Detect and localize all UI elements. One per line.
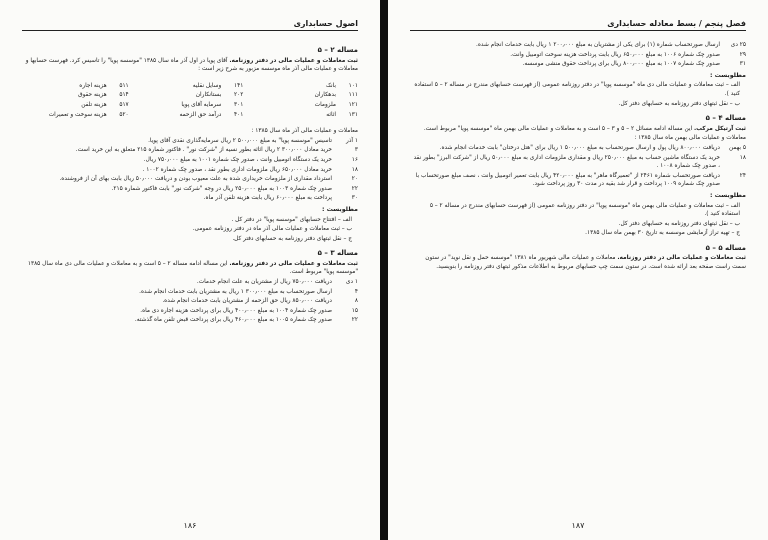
transaction-date: ۲۵ دی xyxy=(730,42,746,48)
transaction-text: صدور چک شماره ۱۰۰۶ به مبلغ ۶۵۰٫۰۰۰ ریال بابت پرداخت هزینه سوخت اتومبیل وانت. xyxy=(510,51,720,58)
account-entry xyxy=(24,111,129,120)
problem-5-3-title: مساله ۳ – ۵ xyxy=(317,249,358,258)
transaction-date: ۴ xyxy=(354,288,358,295)
account-number: ۱۰۱ xyxy=(348,82,358,89)
transaction-text: خرید یک دستگاه اتومبیل وانت ، صدور چک شماره ۱۰۰۱ به مبلغ ۷۵۰٫۰۰۰ ریال. xyxy=(143,156,332,163)
account-entry xyxy=(24,91,129,100)
problem-5-3-intro xyxy=(24,260,358,277)
transaction-date: ۱۸ xyxy=(739,154,746,161)
transaction-date: ۱ دی xyxy=(345,279,358,286)
account-entry xyxy=(139,101,244,110)
account-list xyxy=(24,82,358,119)
account-entry xyxy=(139,82,244,91)
transaction-text: صدور چک شماره ۱۰۰۴ به مبلغ ۴۰۰٫۰۰۰ ریال برای پرداخت هزینه اجاره دی ماه. xyxy=(140,307,332,314)
transaction-date: ۱ آذر xyxy=(346,137,358,144)
account-entry xyxy=(24,82,129,91)
account-number: ۱۳۱ xyxy=(348,111,358,118)
account-label: درآمد حق الزحمه xyxy=(179,111,222,118)
account-label: بدهکاران xyxy=(314,92,336,99)
page-number: ۱۸۶ xyxy=(183,521,197,530)
requirement-item: الف – افتتاح حسابهای "موسسه پویا" در دفتر کل . xyxy=(231,216,352,223)
transaction-row xyxy=(24,316,358,325)
account-label: هزینه تلفن xyxy=(81,101,107,108)
transaction-row xyxy=(412,51,746,60)
account-number: ۲۰۲ xyxy=(234,92,244,99)
transaction-text: دریافت ۸۰۰٫۰۰۰ ریال پول و ارسال صورتحساب به مبلغ ۵۰۰٫۰۰۰ ۱ ریال برای "هتل درختان" بابت خدمات انجام شده. xyxy=(439,144,720,151)
requirements-list xyxy=(412,81,746,108)
transaction-date: ۲۹ xyxy=(739,51,746,58)
transaction-text: خرید معادل ۳۰۰٫۰۰۰ ۲ ریال اثاثه بطور نسیه از "شرکت نور" . فاکتور شماره ۲۱۵ متعلق به این خرید است. xyxy=(75,147,332,154)
account-label: هزینه سوخت و تعمیرات xyxy=(48,111,107,118)
transactions-intro: معاملات و عملیات مالی آذر ماه سال ۱۳۸۵ : xyxy=(251,128,358,135)
transaction-row xyxy=(24,307,358,316)
required-title: مطلوبست : xyxy=(321,205,358,213)
requirement-item: الف – ثبت معاملات و عملیات مالی دی ماه "موسسه پویا" در دفتر روزنامه عمومی (از فهرست حسابهای مندرج در مساله ۲ – ۵ استفاده کنید ). xyxy=(414,82,740,97)
transaction-text: تاسیس "موسسه پویا" به مبلغ ۵۰۰٫۰۰۰ ۲ ریال سرمایه‌گذاری نقدی آقای پویا. xyxy=(148,137,332,144)
problem-5-4-intro-text: این مساله ادامه مسائل ۲ – ۵ و ۳ – ۵ است و به معاملات و عملیات مالی بهمن ماه "موسسه پویا" مربوط است. xyxy=(423,125,693,132)
transaction-row xyxy=(24,185,358,194)
required-title: مطلوبست : xyxy=(709,71,746,79)
transaction-date: ۱۵ xyxy=(351,307,358,314)
transaction-row xyxy=(412,60,746,69)
transaction-text: خرید معادل ۶۵۰٫۰۰۰ ریال ملزومات اداری بطور نقد ، صدور چک شماره ۱۰۰۲ . xyxy=(142,166,332,173)
problem-5-2-heading: ثبت معاملات و عملیات مالی در دفتر روزنامه. xyxy=(229,57,358,64)
problem-5-4-title: مساله ۴ – ۵ xyxy=(705,114,746,123)
transaction-text: ارسال صورتحساب به مبلغ ۳۰۰٫۰۰۰ ۱ ریال به مشتریان بابت خدمات انجام شده. xyxy=(139,288,332,295)
transaction-date: ۳۱ xyxy=(739,61,746,68)
transaction-list xyxy=(24,137,358,203)
problem-5-5-intro xyxy=(412,254,746,271)
transaction-text: صدور چک شماره ۱۰۰۳ به مبلغ ۲۵۰٫۰۰۰ ریال در وجه "شرکت نور" بابت فاکتور شماره ۲۱۵. xyxy=(111,185,332,192)
transaction-date: ۲۲ xyxy=(351,185,358,192)
transaction-text: خرید یک دستگاه ماشین حساب به مبلغ ۲۵۰٫۰۰۰ ریال و مقداری ملزومات اداری به مبلغ ۵۰٫۰۰۰ ریال از "شرکت البرز" بطور نقد ، صدور چک شماره ۱۰۰۸ . xyxy=(413,154,720,170)
transaction-row xyxy=(24,156,358,165)
problem-5-2-title: مساله ۲ – ۵ xyxy=(317,46,358,54)
problem-5-2-intro-text: آقای پویا در اول آذر ماه سال ۱۳۸۵ "موسسه پویا" را تاسیس کرد. فهرست حسابها و معاملات و عملیات مالی آذر ماه موسسه مزبور به شرح زیر است : xyxy=(25,57,358,73)
transaction-text: دریافت صورتحساب شماره ۲۴۶۱ از "تعمیرگاه ماهر" به مبلغ ۴۲۰٫۰۰۰ ریال بابت تعمیر اتومبیل وانت ، نصف مبلغ صورتحساب با صدور چک شماره ۱۰۰۹ پرداخت و قرار شد بقیه در مدت ۳۰ روز پرداخت شود. xyxy=(415,172,720,188)
account-label: بانک xyxy=(325,82,336,89)
transaction-text: ارسال صورتحساب شماره (۱) برای یکی از مشتریان به مبلغ ۲۰۰٫۰۰۰ ۱ ریال بابت خدمات انجام شده. xyxy=(476,42,720,48)
right-page-header xyxy=(410,10,746,31)
account-number: ۱۴۱ xyxy=(234,82,244,89)
transaction-text: صدور چک شماره ۱۰۰۷ به مبلغ ۸۰۰٫۰۰۰ ریال برای پرداخت حقوق منشی موسسه. xyxy=(522,61,720,68)
account-number: ۱۱۱ xyxy=(348,92,358,99)
transaction-row xyxy=(24,194,358,203)
problem-5-5-intro-text: معاملات و عملیات مالی شهریور ماه ۱۳۸۱ "موسسه حمل و نقل نوید" در ستون سمت راست صفحه بعد ارائه شده است. در ستون سمت چپ حسابهای مربوط به اطلاعات مذکور ثبتهای دفتر روزنامه را بنویسید. xyxy=(425,255,746,271)
requirements-list xyxy=(412,202,746,238)
requirement-item: ب – ثبت معاملات و عملیات مالی آذر ماه در دفتر روزنامه عمومی. xyxy=(192,226,352,233)
requirement-item: ج – تهیه تراز آزمایشی موسسه به تاریخ ۳۰ بهمن ماه سال ۱۳۸۵. xyxy=(585,230,740,237)
transaction-list xyxy=(412,144,746,189)
transaction-text: پرداخت به مبلغ ۶۰٫۰۰۰ ریال بابت هزینه تلفن آذر ماه. xyxy=(203,195,332,202)
book-gutter xyxy=(380,0,388,540)
transaction-row xyxy=(412,172,746,189)
account-number: ۱۲۱ xyxy=(348,101,358,108)
transaction-date: ۸ xyxy=(354,298,358,305)
problem-5-5-title: مساله ۵ – ۵ xyxy=(705,243,746,252)
account-number: ۵۱۱ xyxy=(119,82,129,89)
problem-5-2-intro xyxy=(24,57,358,74)
transaction-row xyxy=(24,297,358,306)
transaction-text: دریافت ۷۵۰٫۰۰۰ ریال از مشتریان به علت انجام خدمات. xyxy=(196,279,332,286)
right-page xyxy=(388,0,768,540)
requirements-list xyxy=(24,216,358,244)
left-page xyxy=(0,0,380,540)
account-label: سرمایه آقای پویا xyxy=(181,101,222,108)
transaction-row xyxy=(24,166,358,175)
account-label: وسایل نقلیه xyxy=(192,82,222,89)
transaction-row xyxy=(24,146,358,155)
problem-5-5-heading: ثبت معاملات و عملیات مالی در دفتر روزنامه. xyxy=(617,255,746,262)
right-page-content xyxy=(412,40,746,510)
requirement-item: ب – نقل ثبتهای دفتر روزنامه به حسابهای دفتر کل. xyxy=(618,220,740,227)
transaction-date: ۳۰ xyxy=(351,195,358,202)
account-entry xyxy=(24,101,129,110)
account-number: ۵۲۰ xyxy=(119,111,129,118)
transaction-row xyxy=(412,41,746,50)
left-page-content xyxy=(24,40,358,510)
transaction-date: ۲۰ xyxy=(351,176,358,183)
page-number: ۱۸۷ xyxy=(571,521,585,530)
problem-5-3-heading: ثبت معاملات و عملیات مالی در دفتر روزنامه. xyxy=(229,260,358,267)
left-header-title: اصول حسابداری xyxy=(293,19,358,28)
account-number: ۵۱۴ xyxy=(119,92,129,99)
transaction-row xyxy=(412,154,746,171)
account-label: اثاثه xyxy=(326,111,336,118)
problem-5-4-heading: ثبت آرتیکل مرکب. xyxy=(693,125,746,132)
account-label: ملزومات xyxy=(314,101,336,108)
transaction-date: ۲۴ xyxy=(739,172,746,179)
transaction-row xyxy=(24,278,358,287)
account-entry xyxy=(253,82,358,91)
account-label: هزینه اجاره xyxy=(79,82,107,89)
transaction-row xyxy=(24,175,358,184)
account-label: بستانکاران xyxy=(195,92,222,99)
transaction-text: دریافت ۸۵۰٫۰۰۰ ریال حق الزحمه از مشتریان بابت خدمات انجام شده. xyxy=(162,298,332,305)
transaction-row xyxy=(412,144,746,153)
requirement-item: ب – نقل ثبتهای دفتر روزنامه به حسابهای دفتر کل. xyxy=(618,100,740,107)
account-label: هزینه حقوق xyxy=(78,92,107,99)
transaction-date: ۳ xyxy=(354,147,358,154)
transaction-text: صدور چک شماره ۱۰۰۵ به مبلغ ۴۶۰٫۰۰۰ ریال برای پرداخت قبض تلفن ماه گذشته. xyxy=(134,317,332,324)
transaction-row xyxy=(24,288,358,297)
transaction-date: ۱۸ xyxy=(351,166,358,173)
transaction-date: ۲۲ xyxy=(351,317,358,324)
account-entry xyxy=(253,111,358,120)
account-entry xyxy=(139,111,244,120)
transaction-date: ۵ بهمن xyxy=(728,144,746,151)
account-entry xyxy=(253,91,358,100)
transaction-text: استرداد مقداری از ملزومات خریداری شده به علت معیوب بودن و دریافت ۵۰٫۰۰۰ ریال بابت بهای آن از فروشنده. xyxy=(59,176,332,183)
account-entry xyxy=(139,91,244,100)
transaction-list xyxy=(412,41,746,69)
transactions-intro: معاملات و عملیات مالی بهمن ماه سال ۱۳۸۵ : xyxy=(634,135,746,142)
transaction-row xyxy=(24,137,358,146)
account-number: ۴۰۱ xyxy=(234,111,244,118)
account-entry xyxy=(253,101,358,110)
problem-5-4-intro xyxy=(412,125,746,134)
account-number: ۳۰۱ xyxy=(234,101,244,108)
required-title: مطلوبست : xyxy=(709,191,746,199)
problem-5-3-intro-text: این مساله ادامه مساله ۲ – ۵ است و به معاملات و عملیات مالی دی ماه سال ۱۳۸۵ "موسسه پویا" مربوط است. xyxy=(27,260,358,276)
right-header-title: فصل پنجم / بسط معادله حسابداری xyxy=(607,19,746,28)
requirement-item: ج – نقل ثبتهای دفتر روزنامه به حسابهای دفتر کل. xyxy=(232,235,352,242)
transaction-date: ۱۶ xyxy=(351,156,358,163)
transaction-list xyxy=(24,278,358,325)
left-page-header xyxy=(22,10,358,31)
requirement-item: الف – ثبت معاملات و عملیات مالی بهمن ماه "موسسه پویا" در دفتر روزنامه عمومی (از فهرست حسابهای مندرج در مساله ۲ – ۵ استفاده کنید ). xyxy=(429,202,740,218)
account-number: ۵۱۷ xyxy=(119,101,129,108)
